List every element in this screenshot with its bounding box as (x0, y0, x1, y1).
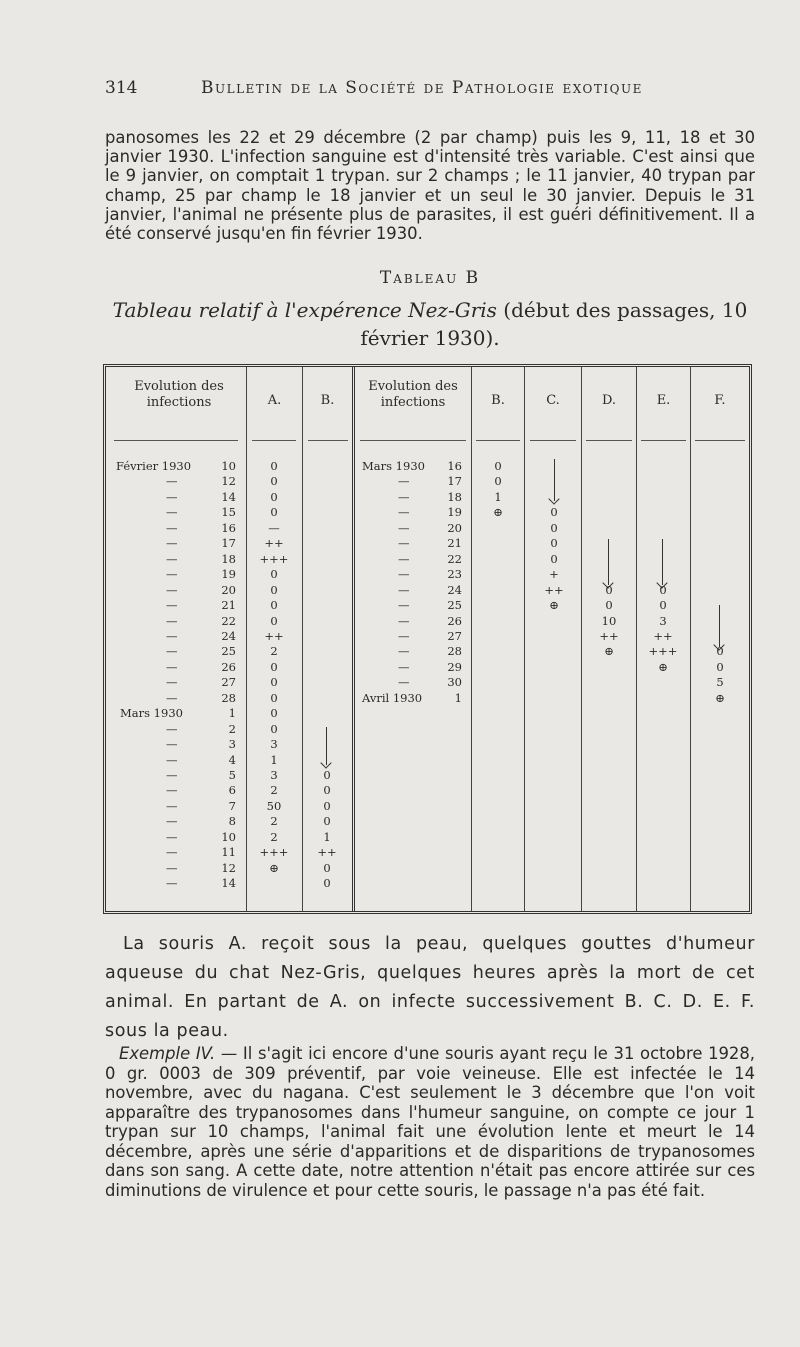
cell-e: ++ (653, 628, 673, 643)
cell-e: 0 (659, 598, 667, 613)
ditto-mark: — (398, 613, 410, 628)
row-day: 20 (447, 520, 462, 535)
row-day: 5 (228, 768, 236, 782)
cell-b2: ⊕ (493, 505, 503, 520)
header-rule (476, 440, 520, 441)
ditto-mark: — (398, 628, 410, 643)
row-day: 27 (221, 675, 236, 690)
ditto-mark: — (166, 752, 178, 767)
ditto-mark: — (166, 598, 178, 613)
cell-a: 50 (266, 798, 282, 813)
row-day: 27 (447, 628, 462, 643)
ditto-mark: — (398, 505, 410, 520)
column-divider (246, 367, 247, 911)
row-day: 30 (447, 675, 462, 690)
cell-a: 0 (270, 706, 278, 721)
ditto-mark: — (166, 876, 178, 891)
ditto-mark: — (398, 536, 410, 551)
arrow-down-icon (608, 539, 609, 585)
row-day: 22 (221, 613, 236, 628)
cell-a: ⊕ (269, 860, 279, 875)
column-divider (471, 367, 472, 911)
ditto-mark: — (166, 814, 178, 829)
ditto-mark: — (398, 598, 410, 613)
column-divider (690, 367, 691, 911)
header-rule (360, 440, 466, 441)
ditto-mark: — (166, 628, 178, 643)
cell-a: 2 (270, 644, 278, 659)
cell-a: +++ (259, 845, 289, 860)
arrow-down-icon (554, 459, 555, 501)
row-day: 10 (221, 459, 236, 473)
header-evolution-1: Evolution des infections (134, 379, 224, 410)
row-day: 16 (447, 459, 462, 473)
table-subtitle-rest: (début des passages, 10 février 1930). (360, 298, 748, 350)
cell-a: 0 (270, 721, 278, 736)
cell-b1: 0 (323, 860, 331, 875)
table-subtitle (105, 296, 755, 352)
cell-c: 0 (550, 520, 558, 535)
row-day: 18 (447, 489, 462, 504)
row-day: 16 (221, 520, 236, 535)
row-month: Mars 1930 (362, 459, 425, 473)
cell-e: 3 (659, 613, 667, 628)
ditto-mark: — (166, 783, 178, 798)
row-day: 12 (221, 474, 236, 489)
row-day: 25 (447, 598, 462, 613)
row-month: Avril 1930 (362, 690, 423, 705)
cell-a: 3 (270, 768, 278, 782)
ditto-mark: — (398, 659, 410, 674)
header-rule (114, 440, 238, 441)
row-day: 17 (447, 474, 462, 489)
row-day: 28 (447, 644, 462, 659)
header-rule (641, 440, 686, 441)
row-day: 1 (454, 690, 462, 705)
cell-c: 0 (550, 536, 558, 551)
cell-b1: 0 (323, 876, 331, 891)
header-b2: B. (491, 393, 505, 408)
intro-paragraph: panosomes les 22 et 29 décembre (2 par champ) puis les 9, 11, 18 et 30 janvier 1930. L'infection sanguine est d'intensité très variable. C'est ainsi que le 9 janvier, on comptait 1 trypan. sur 2 champs ; le 11 janvier, 40 trypan par champ, 25 par champ le 18 janvier et un seul le 30 janvier. Depuis le 31 janvier, l'animal ne présente plus de parasites, il est guéri définitivement. Il a été conservé jusqu'en fin février 1930. (105, 128, 755, 244)
row-day: 2 (228, 721, 236, 736)
cell-a: 0 (270, 567, 278, 582)
row-day: 12 (221, 860, 236, 875)
arrow-down-icon (326, 727, 327, 765)
ditto-mark: — (398, 551, 410, 566)
header-c: C. (546, 393, 560, 408)
header-rule (586, 440, 632, 441)
ditto-mark: — (166, 798, 178, 813)
cell-a: 0 (270, 582, 278, 597)
header-rule (695, 440, 745, 441)
ditto-mark: — (166, 690, 178, 705)
ditto-mark: — (166, 474, 178, 489)
row-day: 24 (221, 628, 236, 643)
row-day: 11 (221, 845, 236, 860)
cell-a: 0 (270, 489, 278, 504)
row-day: 17 (221, 536, 236, 551)
row-day: 8 (228, 814, 236, 829)
cell-a: 0 (270, 505, 278, 520)
cell-a: 0 (270, 690, 278, 705)
arrow-down-icon (719, 605, 720, 647)
cell-e: +++ (648, 644, 678, 659)
cell-b1: 0 (323, 768, 331, 782)
row-day: 14 (221, 489, 236, 504)
cell-a: 2 (270, 814, 278, 829)
paragraph-3 (105, 1044, 755, 1200)
row-day: 19 (447, 505, 462, 520)
cell-e: ⊕ (658, 659, 668, 674)
row-day: 23 (447, 567, 462, 582)
cell-a: 1 (270, 752, 278, 767)
cell-b2: 1 (494, 489, 502, 504)
table-title: Tableau B (379, 268, 481, 288)
ditto-mark: — (398, 489, 410, 504)
ditto-mark: — (166, 551, 178, 566)
cell-c: 0 (550, 551, 558, 566)
table-subtitle-italic: Tableau relatif à l'expérence Nez-Gris (112, 298, 497, 322)
ditto-mark: — (166, 675, 178, 690)
row-day: 21 (221, 598, 236, 613)
cell-a: 3 (270, 737, 278, 752)
row-month: Février 1930 (116, 459, 192, 473)
ditto-mark: — (166, 829, 178, 844)
row-day: 26 (221, 659, 236, 674)
ditto-mark: — (398, 644, 410, 659)
header-rule (530, 440, 576, 441)
ditto-mark: — (166, 505, 178, 520)
header-evolution-2: Evolution des infections (368, 379, 458, 410)
cell-d: ++ (599, 628, 619, 643)
header-a: A. (267, 393, 282, 408)
header-rule (252, 440, 296, 441)
journal-title: Bulletin de la Société de Pathologie exotique (201, 78, 643, 98)
cell-e: 0 (659, 582, 667, 597)
ditto-mark: — (166, 489, 178, 504)
row-day: 3 (228, 737, 236, 752)
cell-f: 0 (716, 659, 724, 674)
cell-b1: ++ (317, 845, 337, 860)
row-day: 29 (447, 659, 462, 674)
row-day: 26 (447, 613, 462, 628)
cell-a: ++ (264, 536, 284, 551)
cell-a: +++ (259, 551, 289, 566)
row-day: 1 (228, 706, 236, 721)
ditto-mark: — (166, 659, 178, 674)
header-f: F. (714, 393, 726, 408)
cell-b2: 0 (494, 474, 502, 489)
paragraph-2: La souris A. reçoit sous la peau, quelques gouttes d'humeur aqueuse du chat Nez-Gris, quelques heures après la mort de cet animal. En partant de A. on infecte successivement B. C. D. E. F. sous la peau. (105, 934, 755, 1041)
row-day: 15 (221, 505, 236, 520)
row-day: 24 (447, 582, 462, 597)
row-day: 25 (221, 644, 236, 659)
cell-a: ++ (264, 628, 284, 643)
ditto-mark: — (166, 567, 178, 582)
cell-a: 0 (270, 675, 278, 690)
cell-b1: 0 (323, 798, 331, 813)
paragraph-3-text: — Il s'agit ici encore d'une souris ayant reçu le 31 octobre 1928, 0 gr. 0003 de 309 préventif, par voie veineuse. Elle est infectée le 14 novembre, avec du nagana. C'est seulement le 3 décembre que l'on voit apparaître des trypanosomes dans l'humeur sanguine, on compte ce jour 1 trypan sur 10 champs, l'animal fait une évolution lente et meurt le 14 décembre, après une série d'apparitions et de disparitions de trypanosomes dans son sang. A cette date, notre attention n'était pas encore attirée sur ces diminutions de virulence et pour cette souris, le passage n'a pas été fait. (105, 1044, 756, 1200)
data-table (103, 364, 752, 914)
cell-a: 0 (270, 613, 278, 628)
column-divider (302, 367, 303, 911)
row-day: 20 (221, 582, 236, 597)
column-divider (636, 367, 637, 911)
ditto-mark: — (166, 536, 178, 551)
cell-a: 0 (270, 474, 278, 489)
ditto-mark: — (166, 721, 178, 736)
cell-b1: 1 (323, 829, 331, 844)
header-b1: B. (320, 393, 335, 408)
ditto-mark: — (166, 644, 178, 659)
row-day: 19 (221, 567, 236, 582)
header-e: E. (656, 393, 671, 408)
column-divider (524, 367, 525, 911)
cell-d: 0 (605, 582, 613, 597)
ditto-mark: — (398, 582, 410, 597)
header-d: D. (601, 393, 617, 408)
row-day: 21 (447, 536, 462, 551)
row-month: Mars 1930 (120, 706, 183, 721)
header-rule (308, 440, 348, 441)
row-day: 22 (447, 551, 462, 566)
cell-b1: 0 (323, 814, 331, 829)
cell-b2: 0 (494, 459, 502, 473)
row-day: 28 (221, 690, 236, 705)
cell-a: 2 (270, 829, 278, 844)
cell-d: ⊕ (604, 644, 614, 659)
cell-d: 10 (601, 613, 617, 628)
ditto-mark: — (166, 520, 178, 535)
cell-d: 0 (605, 598, 613, 613)
cell-c: 0 (550, 505, 558, 520)
cell-f: 5 (716, 675, 724, 690)
row-day: 18 (221, 551, 236, 566)
cell-f: ⊕ (715, 690, 725, 705)
row-day: 7 (228, 798, 236, 813)
example-label: Exemple IV. (119, 1044, 216, 1063)
cell-c: + (549, 567, 559, 582)
cell-a: 0 (270, 659, 278, 674)
cell-a: 0 (270, 598, 278, 613)
column-divider (581, 367, 582, 911)
row-day: 4 (228, 752, 236, 767)
arrow-down-icon (662, 539, 663, 585)
row-day: 6 (228, 783, 236, 798)
ditto-mark: — (166, 845, 178, 860)
column-divider (352, 367, 355, 911)
page-number: 314 (105, 78, 138, 98)
cell-c: ++ (544, 582, 564, 597)
cell-f: 0 (716, 644, 724, 659)
ditto-mark: — (166, 613, 178, 628)
row-day: 10 (221, 829, 236, 844)
cell-a: — (268, 520, 280, 535)
ditto-mark: — (166, 860, 178, 875)
cell-b1: 0 (323, 783, 331, 798)
row-day: 14 (221, 876, 236, 891)
ditto-mark: — (398, 675, 410, 690)
ditto-mark: — (166, 582, 178, 597)
cell-a: 2 (270, 783, 278, 798)
cell-c: ⊕ (549, 598, 559, 613)
cell-a: 0 (270, 459, 278, 473)
ditto-mark: — (166, 768, 178, 782)
ditto-mark: — (398, 520, 410, 535)
ditto-mark: — (398, 474, 410, 489)
ditto-mark: — (166, 737, 178, 752)
ditto-mark: — (398, 567, 410, 582)
